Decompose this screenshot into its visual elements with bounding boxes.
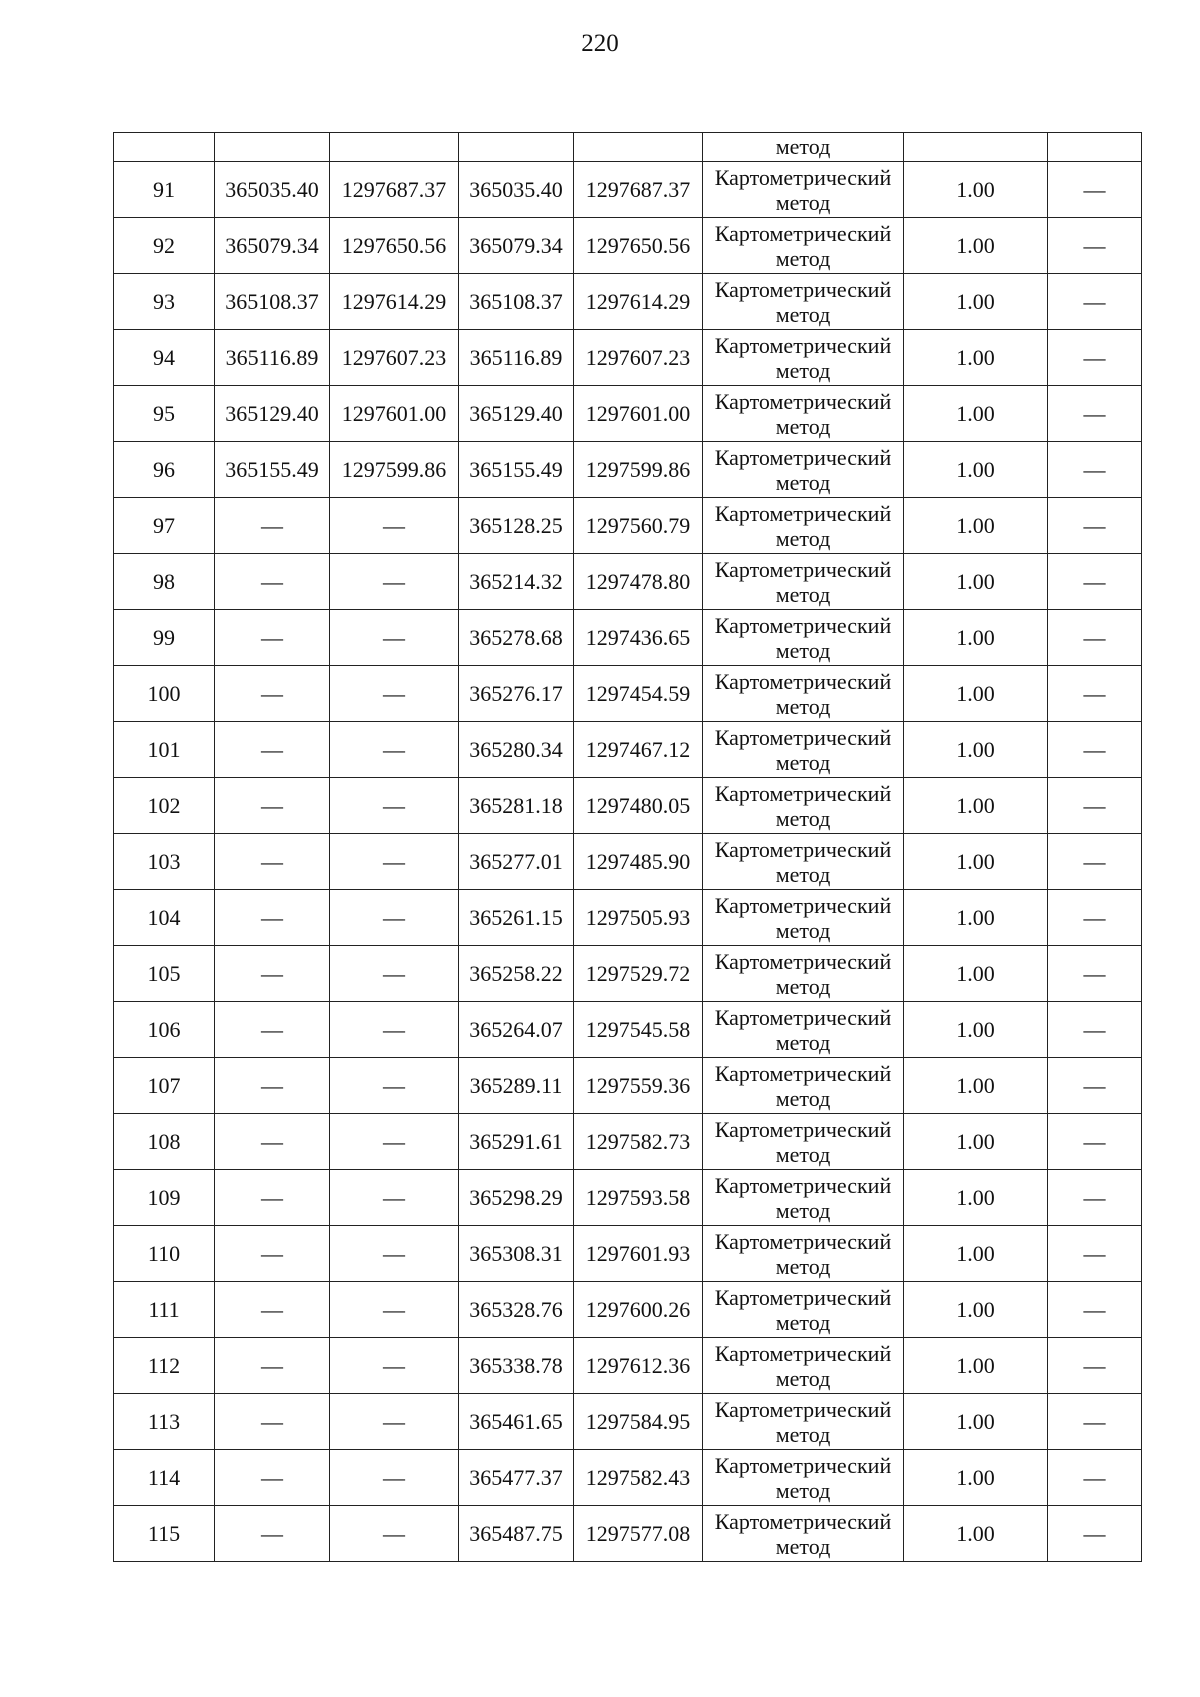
refined-x-cell: 365281.18: [459, 778, 574, 834]
point-number-cell: 112: [114, 1338, 215, 1394]
method-cell: [703, 666, 904, 722]
refined-y-cell: 1297601.00: [574, 386, 703, 442]
table-row: [114, 1394, 1142, 1450]
accuracy-cell: 1.00: [904, 834, 1048, 890]
refined-x-cell: 365264.07: [459, 1002, 574, 1058]
method-cell: [703, 554, 904, 610]
refined-x-cell: 365461.65: [459, 1394, 574, 1450]
method-line-2: метод: [775, 1309, 831, 1335]
refined-y-cell: 1297582.43: [574, 1450, 703, 1506]
existing-y-cell: 1297607.23: [330, 330, 459, 386]
method-line-1: Картометрический: [714, 1172, 892, 1198]
point-number-cell: 107: [114, 1058, 215, 1114]
method-line-2: метод: [775, 189, 831, 215]
note-cell: —: [1048, 162, 1142, 218]
accuracy-cell: 1.00: [904, 1058, 1048, 1114]
note-cell: —: [1048, 1282, 1142, 1338]
method-cell: [703, 1226, 904, 1282]
existing-x-cell: —: [215, 890, 330, 946]
method-line-2: метод: [775, 973, 831, 999]
refined-y-cell: 1297593.58: [574, 1170, 703, 1226]
accuracy-cell: 1.00: [904, 274, 1048, 330]
accuracy-cell: 1.00: [904, 1170, 1048, 1226]
existing-x-cell: 365129.40: [215, 386, 330, 442]
existing-x-cell: —: [215, 1226, 330, 1282]
table-row: [114, 890, 1142, 946]
note-cell: —: [1048, 834, 1142, 890]
table-row: [114, 778, 1142, 834]
existing-y-cell: —: [330, 610, 459, 666]
existing-y-cell: —: [330, 498, 459, 554]
refined-y-cell: 1297467.12: [574, 722, 703, 778]
existing-y-cell: —: [330, 834, 459, 890]
refined-y-cell: 1297559.36: [574, 1058, 703, 1114]
point-number-cell: 92: [114, 218, 215, 274]
existing-y-cell: 1297614.29: [330, 274, 459, 330]
note-cell: —: [1048, 1450, 1142, 1506]
method-line-1: Картометрический: [714, 1228, 892, 1254]
method-cell: [703, 330, 904, 386]
existing-y-cell: —: [330, 1282, 459, 1338]
point-number-cell: 114: [114, 1450, 215, 1506]
refined-y-cell: 1297485.90: [574, 834, 703, 890]
method-line-2: метод: [775, 525, 831, 551]
method-line-2: метод: [775, 1421, 831, 1447]
method-cell: [703, 498, 904, 554]
table-row: [114, 722, 1142, 778]
method-line-2: метод: [775, 693, 831, 719]
refined-y-cell: 1297687.37: [574, 162, 703, 218]
accuracy-cell: 1.00: [904, 554, 1048, 610]
existing-x-cell: —: [215, 498, 330, 554]
method-line-1: Картометрический: [714, 724, 892, 750]
refined-y-cell: 1297584.95: [574, 1394, 703, 1450]
refined-x-cell: 365079.34: [459, 218, 574, 274]
refined-y-cell: 1297650.56: [574, 218, 703, 274]
existing-y-cell: —: [330, 778, 459, 834]
method-cell: [703, 778, 904, 834]
method-cell: [703, 218, 904, 274]
table-row: [114, 946, 1142, 1002]
empty-cell: [215, 133, 330, 162]
refined-x-cell: 365280.34: [459, 722, 574, 778]
refined-y-cell: 1297545.58: [574, 1002, 703, 1058]
refined-y-cell: 1297480.05: [574, 778, 703, 834]
method-line-1: Картометрический: [714, 836, 892, 862]
method-line-2: метод: [775, 749, 831, 775]
refined-x-cell: 365035.40: [459, 162, 574, 218]
method-line-1: Картометрический: [714, 1004, 892, 1030]
refined-x-cell: 365298.29: [459, 1170, 574, 1226]
method-cell: [703, 386, 904, 442]
method-line-2: метод: [775, 1141, 831, 1167]
table-row: [114, 218, 1142, 274]
table-row: [114, 274, 1142, 330]
table-row: [114, 1058, 1142, 1114]
method-cell: [703, 1282, 904, 1338]
existing-x-cell: —: [215, 834, 330, 890]
method-line-1: Картометрический: [714, 948, 892, 974]
refined-x-cell: 365277.01: [459, 834, 574, 890]
point-number-cell: 98: [114, 554, 215, 610]
existing-x-cell: —: [215, 1506, 330, 1562]
method-line-2: метод: [775, 1533, 831, 1559]
method-cell: [703, 1058, 904, 1114]
method-line-1: Картометрический: [714, 668, 892, 694]
note-cell: —: [1048, 946, 1142, 1002]
refined-x-cell: 365276.17: [459, 666, 574, 722]
empty-cell: [574, 133, 703, 162]
method-line-2: метод: [775, 637, 831, 663]
existing-x-cell: —: [215, 1450, 330, 1506]
method-line-2: метод: [775, 1029, 831, 1055]
method-cell: [703, 1338, 904, 1394]
note-cell: —: [1048, 1394, 1142, 1450]
refined-x-cell: 365214.32: [459, 554, 574, 610]
note-cell: —: [1048, 1506, 1142, 1562]
existing-y-cell: —: [330, 890, 459, 946]
accuracy-cell: 1.00: [904, 162, 1048, 218]
existing-y-cell: —: [330, 1002, 459, 1058]
refined-x-cell: 365291.61: [459, 1114, 574, 1170]
existing-y-cell: —: [330, 946, 459, 1002]
refined-y-cell: 1297436.65: [574, 610, 703, 666]
table-row: [114, 1226, 1142, 1282]
point-number-cell: 110: [114, 1226, 215, 1282]
method-line-1: Картометрический: [714, 444, 892, 470]
note-cell: —: [1048, 498, 1142, 554]
method-line-1: Картометрический: [714, 164, 892, 190]
accuracy-cell: 1.00: [904, 946, 1048, 1002]
existing-x-cell: —: [215, 946, 330, 1002]
table-row: [114, 1170, 1142, 1226]
empty-cell: [904, 133, 1048, 162]
existing-y-cell: —: [330, 1338, 459, 1394]
method-line-1: Картометрический: [714, 1508, 892, 1534]
refined-y-cell: 1297607.23: [574, 330, 703, 386]
note-cell: —: [1048, 1226, 1142, 1282]
method-line-1: Картометрический: [714, 892, 892, 918]
refined-y-cell: 1297529.72: [574, 946, 703, 1002]
existing-x-cell: 365035.40: [215, 162, 330, 218]
table-row: [114, 666, 1142, 722]
existing-y-cell: —: [330, 1394, 459, 1450]
note-cell: —: [1048, 330, 1142, 386]
accuracy-cell: 1.00: [904, 666, 1048, 722]
note-cell: —: [1048, 666, 1142, 722]
note-cell: —: [1048, 1170, 1142, 1226]
refined-x-cell: 365261.15: [459, 890, 574, 946]
method-line-1: Картометрический: [714, 1396, 892, 1422]
method-cell: [703, 1114, 904, 1170]
existing-x-cell: —: [215, 1394, 330, 1450]
empty-cell: [459, 133, 574, 162]
method-line-1: Картометрический: [714, 220, 892, 246]
note-cell: —: [1048, 610, 1142, 666]
refined-y-cell: 1297612.36: [574, 1338, 703, 1394]
accuracy-cell: 1.00: [904, 610, 1048, 666]
point-number-cell: 106: [114, 1002, 215, 1058]
existing-x-cell: —: [215, 1058, 330, 1114]
method-cell: [703, 610, 904, 666]
existing-y-cell: —: [330, 1506, 459, 1562]
method-cell: [703, 274, 904, 330]
coordinates-table: [113, 132, 1142, 1562]
table-row: [114, 330, 1142, 386]
refined-y-cell: 1297600.26: [574, 1282, 703, 1338]
method-cell: [703, 890, 904, 946]
refined-x-cell: 365308.31: [459, 1226, 574, 1282]
refined-x-cell: 365155.49: [459, 442, 574, 498]
refined-x-cell: 365116.89: [459, 330, 574, 386]
point-number-cell: 115: [114, 1506, 215, 1562]
note-cell: —: [1048, 890, 1142, 946]
table-row: [114, 554, 1142, 610]
table-row: [114, 1114, 1142, 1170]
refined-x-cell: 365108.37: [459, 274, 574, 330]
method-cell: [703, 722, 904, 778]
method-cell: [703, 946, 904, 1002]
existing-y-cell: 1297650.56: [330, 218, 459, 274]
existing-x-cell: 365079.34: [215, 218, 330, 274]
refined-x-cell: 365289.11: [459, 1058, 574, 1114]
method-line-2: метод: [775, 1085, 831, 1111]
existing-x-cell: —: [215, 610, 330, 666]
empty-cell: [114, 133, 215, 162]
note-cell: —: [1048, 218, 1142, 274]
refined-y-cell: 1297614.29: [574, 274, 703, 330]
method-cell: [703, 1170, 904, 1226]
accuracy-cell: 1.00: [904, 1450, 1048, 1506]
refined-x-cell: 365129.40: [459, 386, 574, 442]
existing-x-cell: —: [215, 1170, 330, 1226]
note-cell: —: [1048, 386, 1142, 442]
note-cell: —: [1048, 1002, 1142, 1058]
page-number: 220: [581, 30, 619, 57]
table-row: [114, 834, 1142, 890]
refined-x-cell: 365477.37: [459, 1450, 574, 1506]
method-line-1: Картометрический: [714, 1284, 892, 1310]
point-number-cell: 101: [114, 722, 215, 778]
accuracy-cell: 1.00: [904, 722, 1048, 778]
table-row: [114, 1338, 1142, 1394]
point-number-cell: 103: [114, 834, 215, 890]
note-cell: —: [1048, 1114, 1142, 1170]
point-number-cell: 100: [114, 666, 215, 722]
point-number-cell: 97: [114, 498, 215, 554]
method-line-1: Картометрический: [714, 556, 892, 582]
refined-x-cell: 365487.75: [459, 1506, 574, 1562]
existing-x-cell: —: [215, 1338, 330, 1394]
method-line-2: метод: [775, 1253, 831, 1279]
table-row: [114, 386, 1142, 442]
refined-x-cell: 365258.22: [459, 946, 574, 1002]
point-number-cell: 93: [114, 274, 215, 330]
existing-y-cell: 1297601.00: [330, 386, 459, 442]
method-line-1: Картометрический: [714, 1452, 892, 1478]
method-line-2: метод: [775, 469, 831, 495]
point-number-cell: 91: [114, 162, 215, 218]
refined-y-cell: 1297560.79: [574, 498, 703, 554]
table-body: [114, 133, 1142, 1562]
accuracy-cell: 1.00: [904, 890, 1048, 946]
existing-y-cell: —: [330, 666, 459, 722]
refined-y-cell: 1297478.80: [574, 554, 703, 610]
table-row: [114, 1450, 1142, 1506]
method-line-2: метод: [775, 805, 831, 831]
table-row: [114, 498, 1142, 554]
method-line-1: Картометрический: [714, 1340, 892, 1366]
continuation-row: [114, 133, 1142, 162]
empty-cell: [330, 133, 459, 162]
existing-y-cell: —: [330, 722, 459, 778]
point-number-cell: 111: [114, 1282, 215, 1338]
existing-y-cell: 1297599.86: [330, 442, 459, 498]
note-cell: —: [1048, 1058, 1142, 1114]
empty-cell: [1048, 133, 1142, 162]
method-line-1: Картометрический: [714, 1060, 892, 1086]
method-cell: [703, 1450, 904, 1506]
point-number-cell: 102: [114, 778, 215, 834]
method-cell: [703, 162, 904, 218]
existing-x-cell: —: [215, 1002, 330, 1058]
point-number-cell: 95: [114, 386, 215, 442]
accuracy-cell: 1.00: [904, 1282, 1048, 1338]
refined-y-cell: 1297601.93: [574, 1226, 703, 1282]
existing-x-cell: —: [215, 1114, 330, 1170]
existing-y-cell: —: [330, 1114, 459, 1170]
method-line-2: метод: [775, 917, 831, 943]
method-line-1: Картометрический: [714, 332, 892, 358]
method-line-1: Картометрический: [714, 500, 892, 526]
note-cell: —: [1048, 442, 1142, 498]
existing-x-cell: —: [215, 554, 330, 610]
refined-x-cell: 365278.68: [459, 610, 574, 666]
method-cell: [703, 834, 904, 890]
refined-y-cell: 1297505.93: [574, 890, 703, 946]
existing-y-cell: —: [330, 1450, 459, 1506]
table-row: [114, 162, 1142, 218]
accuracy-cell: 1.00: [904, 1002, 1048, 1058]
existing-x-cell: —: [215, 666, 330, 722]
note-cell: —: [1048, 722, 1142, 778]
existing-x-cell: —: [215, 778, 330, 834]
method-line-1: Картометрический: [714, 780, 892, 806]
table-row: [114, 1002, 1142, 1058]
existing-x-cell: 365155.49: [215, 442, 330, 498]
refined-y-cell: 1297577.08: [574, 1506, 703, 1562]
existing-y-cell: —: [330, 1058, 459, 1114]
method-cell: [703, 1002, 904, 1058]
point-number-cell: 96: [114, 442, 215, 498]
accuracy-cell: 1.00: [904, 498, 1048, 554]
refined-x-cell: 365328.76: [459, 1282, 574, 1338]
accuracy-cell: 1.00: [904, 1338, 1048, 1394]
existing-x-cell: 365108.37: [215, 274, 330, 330]
existing-y-cell: —: [330, 554, 459, 610]
method-line-2: метод: [775, 1197, 831, 1223]
accuracy-cell: 1.00: [904, 778, 1048, 834]
existing-y-cell: 1297687.37: [330, 162, 459, 218]
point-number-cell: 104: [114, 890, 215, 946]
refined-y-cell: 1297599.86: [574, 442, 703, 498]
table-row: [114, 442, 1142, 498]
point-number-cell: 105: [114, 946, 215, 1002]
existing-x-cell: —: [215, 722, 330, 778]
table-row: [114, 610, 1142, 666]
method-line-1: Картометрический: [714, 1116, 892, 1142]
note-cell: —: [1048, 778, 1142, 834]
refined-y-cell: 1297454.59: [574, 666, 703, 722]
method-cell: метод: [703, 133, 904, 162]
method-line-1: Картометрический: [714, 612, 892, 638]
method-line-2: метод: [775, 861, 831, 887]
accuracy-cell: 1.00: [904, 1114, 1048, 1170]
note-cell: —: [1048, 1338, 1142, 1394]
point-number-cell: 113: [114, 1394, 215, 1450]
method-line-2: метод: [775, 581, 831, 607]
refined-x-cell: 365128.25: [459, 498, 574, 554]
note-cell: —: [1048, 554, 1142, 610]
refined-x-cell: 365338.78: [459, 1338, 574, 1394]
method-line-2: метод: [775, 413, 831, 439]
refined-y-cell: 1297582.73: [574, 1114, 703, 1170]
table-row: [114, 1282, 1142, 1338]
accuracy-cell: 1.00: [904, 1394, 1048, 1450]
method-line-1: Картометрический: [714, 388, 892, 414]
method-line-2: метод: [775, 1477, 831, 1503]
accuracy-cell: 1.00: [904, 218, 1048, 274]
point-number-cell: 108: [114, 1114, 215, 1170]
accuracy-cell: 1.00: [904, 442, 1048, 498]
point-number-cell: 94: [114, 330, 215, 386]
method-line-1: Картометрический: [714, 276, 892, 302]
point-number-cell: 109: [114, 1170, 215, 1226]
point-number-cell: 99: [114, 610, 215, 666]
method-cell: [703, 442, 904, 498]
note-cell: —: [1048, 274, 1142, 330]
method-line-2: метод: [775, 357, 831, 383]
method-line-2: метод: [775, 301, 831, 327]
table-row: [114, 1506, 1142, 1562]
accuracy-cell: 1.00: [904, 330, 1048, 386]
existing-x-cell: 365116.89: [215, 330, 330, 386]
method-cell: [703, 1506, 904, 1562]
existing-y-cell: —: [330, 1170, 459, 1226]
method-line-2: метод: [775, 245, 831, 271]
method-line-2: метод: [775, 1365, 831, 1391]
method-cell: [703, 1394, 904, 1450]
accuracy-cell: 1.00: [904, 1506, 1048, 1562]
accuracy-cell: 1.00: [904, 1226, 1048, 1282]
accuracy-cell: 1.00: [904, 386, 1048, 442]
existing-y-cell: —: [330, 1226, 459, 1282]
existing-x-cell: —: [215, 1282, 330, 1338]
